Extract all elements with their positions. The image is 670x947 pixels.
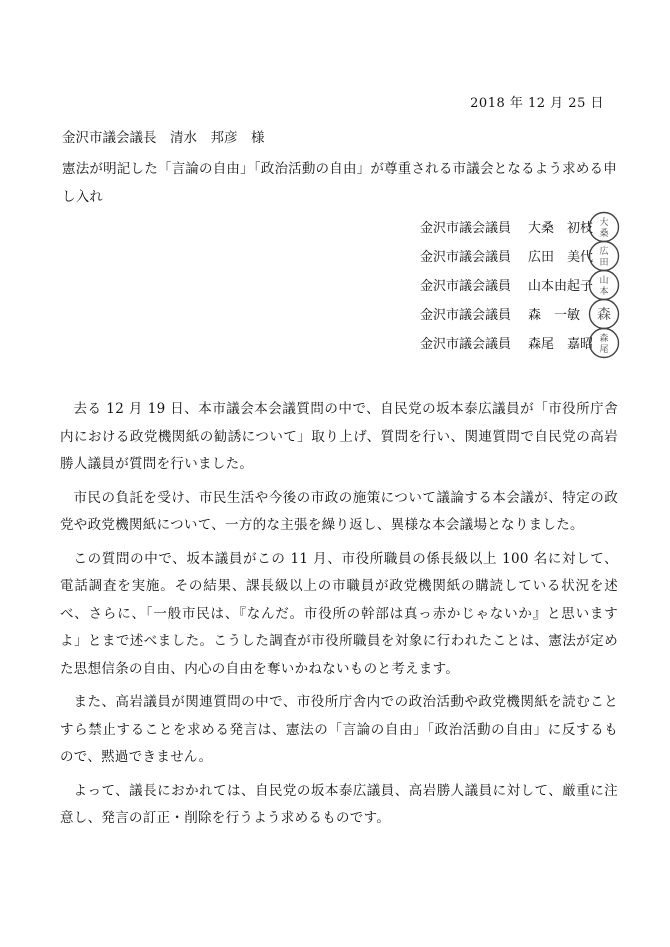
signer-name: 森 一敏	[528, 308, 581, 323]
personal-seal-icon	[588, 327, 620, 359]
signer-title: 金沢市議会議員	[420, 337, 512, 352]
signer-name: 森尾 嘉昭	[528, 337, 594, 352]
personal-seal-icon	[588, 269, 620, 301]
document-subject: 憲法が明記した「言論の自由」「政治活動の自由」が尊重される市議会となるよう求める申し入れ	[62, 161, 617, 205]
signer-name: 広田 美代	[528, 250, 594, 265]
body-paragraph: 市民の負託を受け、市民生活や今後の市政の施策について議論する本会議が、特定の政党や政党機関紙について、一方的な主張を繰り返し、異様な本会議場となりました。	[60, 489, 618, 533]
signer-row	[420, 329, 620, 358]
svg-text:大: 大	[599, 218, 609, 228]
signer-row	[420, 300, 620, 329]
signer-title: 金沢市議会議員	[420, 308, 512, 323]
body-paragraph: また、高岩議員が関連質問の中で、市役所庁舎内での政治活動や政党機関紙を読むことすら禁止することを求める発言は、憲法の「言論の自由」「政治活動の自由」に反するもので、黙過できません。	[60, 694, 618, 765]
svg-text:尾: 尾	[599, 345, 609, 355]
svg-text:本: 本	[599, 287, 609, 297]
signer-row	[420, 242, 620, 271]
svg-text:山: 山	[599, 276, 609, 286]
addressee: 金沢市議会議長 清水 邦彦 様	[62, 130, 265, 146]
svg-text:桑: 桑	[599, 229, 609, 239]
signer-title: 金沢市議会議員	[420, 250, 512, 265]
signer-name: 大桑 初枝	[528, 221, 594, 236]
svg-text:森: 森	[599, 334, 609, 344]
signer-row	[420, 271, 620, 300]
svg-text:森: 森	[597, 307, 611, 323]
personal-seal-icon	[588, 298, 620, 330]
body-paragraph: よって、議長におかれては、自民党の坂本泰広議員、高岩勝人議員に対して、厳重に注意し、発言の訂正・削除を行うよう求めるものです。	[60, 782, 618, 826]
signer-title: 金沢市議会議員	[420, 279, 512, 294]
signer-title: 金沢市議会議員	[420, 221, 512, 236]
document-date: 2018 年 12 月 25 日	[470, 96, 604, 111]
signer-row	[420, 213, 620, 242]
document-body	[60, 396, 618, 839]
personal-seal-icon	[588, 240, 620, 272]
body-paragraph: この質問の中で、坂本議員がこの 11 月、市役所職員の係長級以上 100 名に対して、電話調査を実施。その結果、課長級以上の市職員が政党機関紙の購読している状況を述べ、さらに、「一般市民は、『なんだ。市役所の幹部は真っ赤かじゃないか』と思いますよ」とまで述べました。こうした調査が市役所職員を対象に行われたことは、憲法が定めた思想信条の自由、内心の自由を奪いかねないものと考えます。	[60, 550, 618, 677]
signer-list	[420, 213, 620, 358]
svg-text:広: 広	[599, 247, 609, 257]
signer-name: 山本由起子	[528, 279, 594, 294]
body-paragraph: 去る 12 月 19 日、本市議会本会議質問の中で、自民党の坂本泰広議員が「市役所庁舎内における政党機関紙の勧誘について」取り上げ、質問を行い、関連質問で自民党の高岩勝人議員が質問を行いました。	[60, 401, 618, 472]
svg-text:田: 田	[599, 258, 609, 268]
personal-seal-icon	[588, 211, 620, 243]
